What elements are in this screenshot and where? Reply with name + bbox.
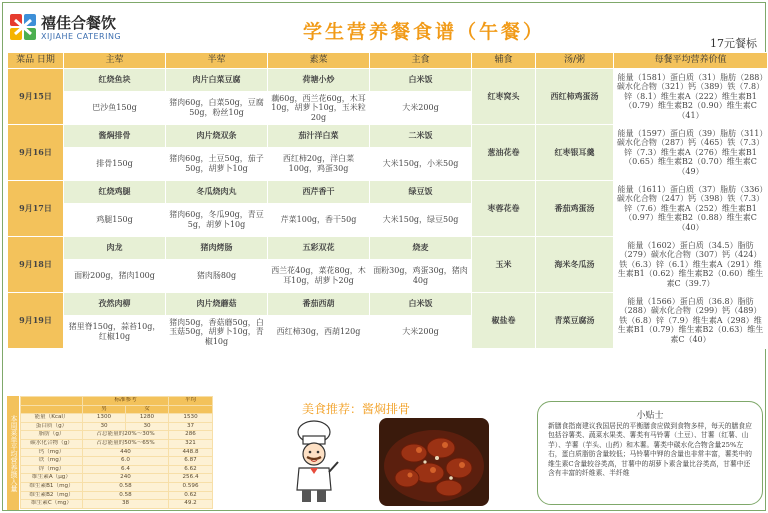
- staple-name: 二米饭: [370, 125, 472, 148]
- main-dish-name: 红烧鱼块: [64, 69, 166, 92]
- half-dish-name: 猪肉烤肠: [166, 237, 268, 260]
- ref-header-cell: 男: [83, 405, 126, 414]
- side-dish: 椒盐卷: [472, 293, 536, 349]
- ref-cell: 30: [83, 422, 126, 431]
- staple-ingredients: 大米150g，小米50g: [370, 148, 472, 181]
- nutrition-text: 能量（1602）蛋白质（34.5）脂肪（279）碳水化合物（307）钙（424）铁（6.3）锌（6.1）维生素A（291）维生素B1（0.62）维生素B2（0.60）维生素C（39.7）: [614, 237, 768, 293]
- veg-dish-ingredients: 西兰花40g，菜花80g，木耳10g，胡萝卜20g: [268, 260, 370, 293]
- ref-header-cell: 平均: [169, 397, 213, 406]
- table-row: [21, 422, 213, 431]
- side-dish: 枣蓉花卷: [472, 181, 536, 237]
- table-row: [21, 474, 213, 483]
- header-staple: 主食: [370, 53, 472, 69]
- nutrition-reference-table: [20, 396, 213, 509]
- veg-dish-name: 西芹香干: [268, 181, 370, 204]
- half-dish-name: 冬瓜烧肉丸: [166, 181, 268, 204]
- ref-header-cell: [169, 405, 213, 414]
- table-row: [8, 181, 768, 204]
- tips-box: [537, 401, 763, 505]
- staple-ingredients: 大米200g: [370, 92, 472, 125]
- header-date: 菜品 日期: [8, 53, 64, 69]
- table-row: [21, 500, 213, 509]
- half-dish-name: 肉片烧蘑菇: [166, 293, 268, 316]
- main-dish-name: 酱焖排骨: [64, 125, 166, 148]
- ref-cell: 锌（mg）: [21, 465, 83, 474]
- ref-cell: 37: [169, 422, 213, 431]
- ref-cell: 维生素B1（mg）: [21, 482, 83, 491]
- main-dish-ingredients: 巴沙鱼150g: [64, 92, 166, 125]
- table-row: [21, 465, 213, 474]
- ref-cell: 蛋白质（g）: [21, 422, 83, 431]
- meal-price: 17元餐标: [710, 37, 757, 50]
- day-date: 9月19日: [8, 293, 64, 349]
- veg-dish-name: 荷塘小炒: [268, 69, 370, 92]
- nutrition-text: 能量（1597）蛋白质（39）脂肪（311）碳水化合物（287）钙（465）铁（7.3）锌（7.3）维生素A（276）维生素B1（0.65）维生素B2（0.70）维生素C（49）: [614, 125, 768, 181]
- half-dish-ingredients: 猪肉肠80g: [166, 260, 268, 293]
- ref-cell: 脂肪（g）: [21, 431, 83, 440]
- veg-dish-ingredients: 芹菜100g，香干50g: [268, 204, 370, 237]
- brand-name-en: XIJIAHE CATERING: [41, 32, 122, 41]
- ref-cell: 448.8: [169, 448, 213, 457]
- ref-cell: 占总能量的20%～30%: [83, 431, 169, 440]
- table-row: [21, 439, 213, 448]
- chef-illustration: [285, 418, 343, 504]
- table-row: [21, 491, 213, 500]
- nutrition-text: 能量（1581）蛋白质（31）脂肪（288）碳水化合物（321）钙（389）铁（7.8）锌（8.1）维生素A（222）维生素B1（0.79）维生素B2（0.90）维生素C（41）: [614, 69, 768, 125]
- header-nutrition: 每餐平均营养价值: [614, 53, 768, 69]
- ref-cell: 49.2: [169, 500, 213, 509]
- soup: 番茄鸡蛋汤: [536, 181, 614, 237]
- staple-name: 白米饭: [370, 69, 472, 92]
- main-dish-ingredients: 排骨150g: [64, 148, 166, 181]
- recommendation-title: 美食推荐：酱焖排骨: [302, 402, 411, 416]
- staple-name: 绿豆饭: [370, 181, 472, 204]
- veg-dish-ingredients: 藕60g，西兰花60g，木耳10g，胡萝卜10g，玉米粒20g: [268, 92, 370, 125]
- menu-table: [7, 52, 768, 349]
- side-dish: 玉米: [472, 237, 536, 293]
- ref-cell: 38: [83, 500, 169, 509]
- ref-cell: 256.4: [169, 474, 213, 483]
- bottom-section: [7, 396, 767, 512]
- day-date: 9月16日: [8, 125, 64, 181]
- staple-ingredients: 大米150g，绿豆50g: [370, 204, 472, 237]
- ref-cell: 240: [83, 474, 169, 483]
- menu-header-row: [8, 53, 768, 69]
- ref-cell: 321: [169, 439, 213, 448]
- ref-cell: 6.0: [83, 457, 169, 466]
- main-dish-name: 红烧鸡腿: [64, 181, 166, 204]
- table-row: [21, 397, 213, 406]
- ref-cell: 碳水化合物（g）: [21, 439, 83, 448]
- half-dish-name: 肉片白菜豆腐: [166, 69, 268, 92]
- ref-cell: 钙（mg）: [21, 448, 83, 457]
- table-row: [8, 293, 768, 316]
- table-row: [8, 237, 768, 260]
- veg-dish-name: 番茄西葫: [268, 293, 370, 316]
- header-half-meat: 半荤: [166, 53, 268, 69]
- table-row: [8, 69, 768, 92]
- ref-header-cell: 标准参考: [83, 397, 169, 406]
- ref-cell: 0.62: [169, 491, 213, 500]
- day-date: 9月15日: [8, 69, 64, 125]
- nutrition-text: 能量（1611）蛋白质（37）脂肪（336）碳水化合物（247）钙（398）铁（7.3）锌（7.6）维生素A（252）维生素B1（0.97）维生素B2（0.88）维生素C（40）: [614, 181, 768, 237]
- half-dish-ingredients: 猪肉60g，白菜50g，豆腐50g，粉丝10g: [166, 92, 268, 125]
- brand-logo: [9, 11, 169, 45]
- staple-ingredients: 大米200g: [370, 316, 472, 349]
- ref-cell: 维生素A（μg）: [21, 474, 83, 483]
- soup: 红枣银耳羹: [536, 125, 614, 181]
- ref-cell: 1280: [126, 414, 169, 423]
- table-row: [21, 431, 213, 440]
- featured-dish-photo: [379, 418, 489, 506]
- soup: 海米冬瓜汤: [536, 237, 614, 293]
- half-dish-ingredients: 猪肉50g，香菇蘑50g，白玉菇50g，胡萝卜10g，青椒10g: [166, 316, 268, 349]
- ref-cell: 440: [83, 448, 169, 457]
- header-main-meat: 主荤: [64, 53, 166, 69]
- ref-cell: 铁（mg）: [21, 457, 83, 466]
- ref-cell: 1300: [83, 414, 126, 423]
- brand-logo-icon: [9, 13, 37, 41]
- table-row: [21, 414, 213, 423]
- half-dish-ingredients: 猪肉60g，土豆50g，茄子50g，胡萝卜10g: [166, 148, 268, 181]
- table-row: [21, 457, 213, 466]
- ref-cell: 维生素C（mg）: [21, 500, 83, 509]
- ref-cell: 1530: [169, 414, 213, 423]
- soup: 青菜豆腐汤: [536, 293, 614, 349]
- main-dish-ingredients: 面粉200g，猪肉100g: [64, 260, 166, 293]
- half-dish-name: 肉片烧双条: [166, 125, 268, 148]
- menu-sheet: [2, 2, 766, 511]
- main-dish-ingredients: 猪里脊150g，蒜苔10g，红椒10g: [64, 316, 166, 349]
- half-dish-ingredients: 猪肉60g，冬瓜90g，青豆5g，胡萝卜10g: [166, 204, 268, 237]
- reference-side-label: 本周菜单平均营养摄入量: [7, 396, 19, 510]
- table-row: [21, 482, 213, 491]
- ref-cell: 占总能量的50%～65%: [83, 439, 169, 448]
- side-dish: 葱油花卷: [472, 125, 536, 181]
- ref-cell: 0.58: [83, 482, 169, 491]
- ref-cell: 6.62: [169, 465, 213, 474]
- ref-header-cell: 女: [126, 405, 169, 414]
- tips-body: 新膳食指南建议我国居民的平衡膳食应做到食物多样，每天的膳食应包括谷薯类、蔬菜水果类、薯类有马铃薯（土豆）、甘薯（红薯、山芋）、芋薯（芋头、山药）和木薯。薯类中碳水化合物含量25%左右，蛋白质脂肪含量较低；马铃薯中钾的含量也非常丰富，薯类中的维生素C含量较谷类高，甘薯中的胡萝卜素含量比谷类高，甘薯中还含有丰富的纤维素、半纤维: [548, 422, 752, 477]
- day-date: 9月17日: [8, 181, 64, 237]
- table-row: [21, 448, 213, 457]
- header-veg: 素菜: [268, 53, 370, 69]
- table-row: [21, 405, 213, 414]
- ref-cell: 286: [169, 431, 213, 440]
- side-dish: 红枣窝头: [472, 69, 536, 125]
- staple-name: 烧麦: [370, 237, 472, 260]
- ref-cell: 6.87: [169, 457, 213, 466]
- brand-name: 禧佳合餐饮: [41, 14, 117, 32]
- veg-dish-name: 五彩双花: [268, 237, 370, 260]
- ref-cell: 能量（Kcal）: [21, 414, 83, 423]
- staple-name: 白米饭: [370, 293, 472, 316]
- day-date: 9月18日: [8, 237, 64, 293]
- page-title: 学生营养餐食谱（午餐）: [303, 21, 546, 43]
- ref-cell: 30: [126, 422, 169, 431]
- ref-cell: 6.4: [83, 465, 169, 474]
- veg-dish-ingredients: 西红柿20g，洋白菜100g，鸡蛋30g: [268, 148, 370, 181]
- header-soup: 汤/粥: [536, 53, 614, 69]
- staple-ingredients: 面粉30g，鸡蛋30g，猪肉40g: [370, 260, 472, 293]
- ref-header-cell: [21, 405, 83, 414]
- table-row: [8, 125, 768, 148]
- veg-dish-ingredients: 西红柿30g，西葫120g: [268, 316, 370, 349]
- main-dish-name: 孜然肉柳: [64, 293, 166, 316]
- header-side: 辅食: [472, 53, 536, 69]
- soup: 西红柿鸡蛋汤: [536, 69, 614, 125]
- ref-table-body: [21, 414, 213, 509]
- ref-cell: 维生素B2（mg）: [21, 491, 83, 500]
- main-dish-ingredients: 鸡腿150g: [64, 204, 166, 237]
- nutrition-text: 能量（1566）蛋白质（36.8）脂肪（288）碳水化合物（299）钙（489）铁（6.8）锌（7.9）维生素A（298）维生素B1（0.79）维生素B2（0.63）维生素C（40）: [614, 293, 768, 349]
- ref-header-cell: [21, 397, 83, 406]
- ref-cell: 0.58: [83, 491, 169, 500]
- ref-cell: 0.596: [169, 482, 213, 491]
- main-dish-name: 肉龙: [64, 237, 166, 260]
- tips-title: 小贴士: [636, 411, 664, 421]
- veg-dish-name: 茄汁洋白菜: [268, 125, 370, 148]
